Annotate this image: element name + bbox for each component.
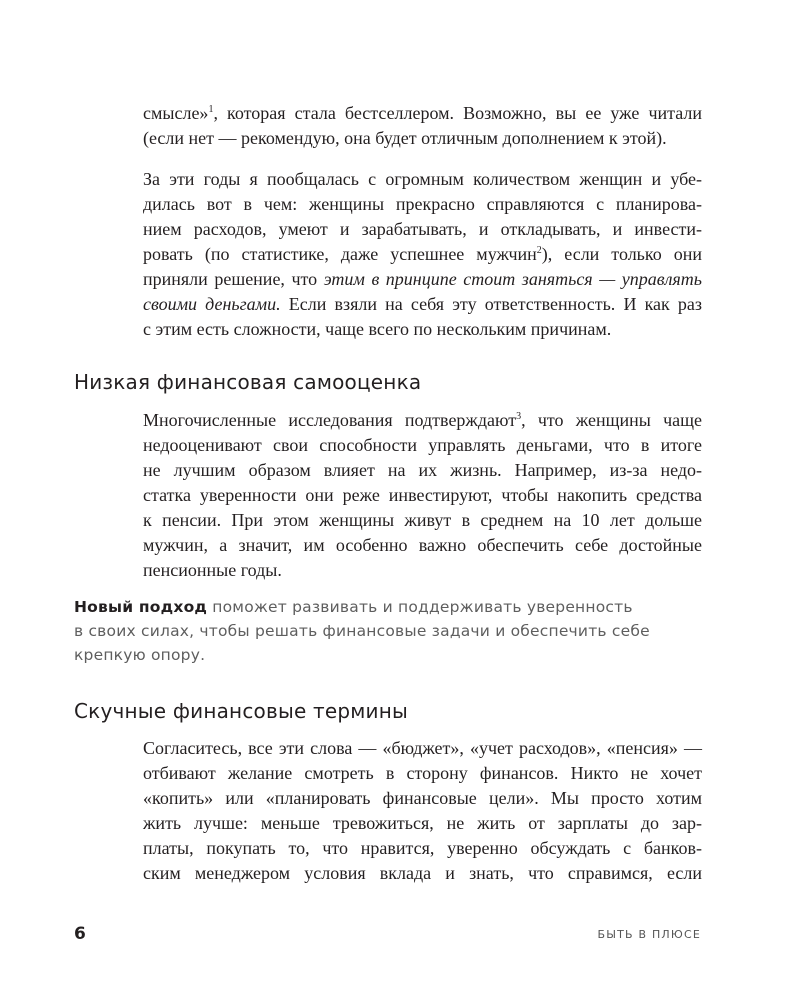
text-line: приняли решение, что этим в принципе стоит заняться — управлять [143,269,702,289]
page-number: 6 [74,924,86,944]
running-footer-title: БЫТЬ В ПЛЮСЕ [597,928,701,941]
text-line: Согласитесь, все эти слова — «бюджет», «учет расходов», «пенсия» — [143,738,702,758]
text-line: платы, покупать то, что нравится, уверенно обсуждать с банков- [143,838,702,858]
paragraph-boring-terms [143,736,702,886]
paragraph-self-esteem [143,408,702,583]
footnote-ref[interactable]: 2 [536,245,542,256]
section-heading-boring-terms: Скучные финансовые термины [74,699,409,723]
footnote-ref[interactable]: 1 [208,104,214,115]
callout-new-approach [74,595,694,667]
text-line: Новый подход поможет развивать и поддерживать уверенность [74,598,633,616]
text-line: к пенсии. При этом женщины живут в среднем на 10 лет дольше [143,510,702,530]
text-line: За эти годы я пообщалась с огромным количеством женщин и убе- [143,169,702,189]
text-line: пенсионные годы. [143,560,282,580]
text-line: недооценивают свои способности управлять деньгами, что в итоге [143,435,702,455]
paragraph-women-finance [143,167,702,342]
text-line: ским менеджером условия вклада и знать, что справимся, если [143,863,702,883]
text-line: нием расходов, умеют и зарабатывать, и откладывать, и инвести- [143,219,702,239]
text-line: смысле»$^1$, которая стала бестселлером. Возможно, вы ее уже читали [143,103,702,123]
paragraph-intro-continuation [143,101,702,151]
text-line: в своих силах, чтобы решать финансовые задачи и обеспечить себе [74,622,650,640]
text-line: с этим есть сложности, чаще всего по нескольким причинам. [143,319,612,339]
text-line: Многочисленные исследования подтверждают$^3$, что женщины чаще [143,410,702,430]
text-line: не лучшим образом влияет на их жизнь. Например, из-за недо- [143,460,702,480]
callout-bold-lead: Новый подход [74,598,208,616]
emphasis-text: своими деньгами. [143,294,281,314]
text-line: мужчин, а значит, им особенно важно обеспечить себе достойные [143,535,702,555]
text-line: статка уверенности они реже инвестируют, чтобы накопить средства [143,485,702,505]
emphasis-text: этим в принципе стоит заняться — управлять [323,269,702,289]
text-line: (если нет — рекомендую, она будет отличным дополнением к этой). [143,128,667,148]
text-line: крепкую опору. [74,646,206,664]
section-heading-low-self-esteem: Низкая финансовая самооценка [74,370,422,394]
text-line: своими деньгами. Если взяли на себя эту ответственность. И как раз [143,294,703,314]
text-line: отбивают желание смотреть в сторону финансов. Никто не хочет [143,763,702,783]
text-line: жить лучше: меньше тревожиться, не жить от зарплаты до зар- [143,813,702,833]
text-line: ровать (по статистике, даже успешнее мужчин$^2$), если только они [143,244,702,264]
text-line: «копить» или «планировать финансовые цели». Мы просто хотим [143,788,702,808]
footnote-ref[interactable]: 3 [516,411,522,422]
text-line: дилась вот в чем: женщины прекрасно справляются с планирова- [143,194,702,214]
